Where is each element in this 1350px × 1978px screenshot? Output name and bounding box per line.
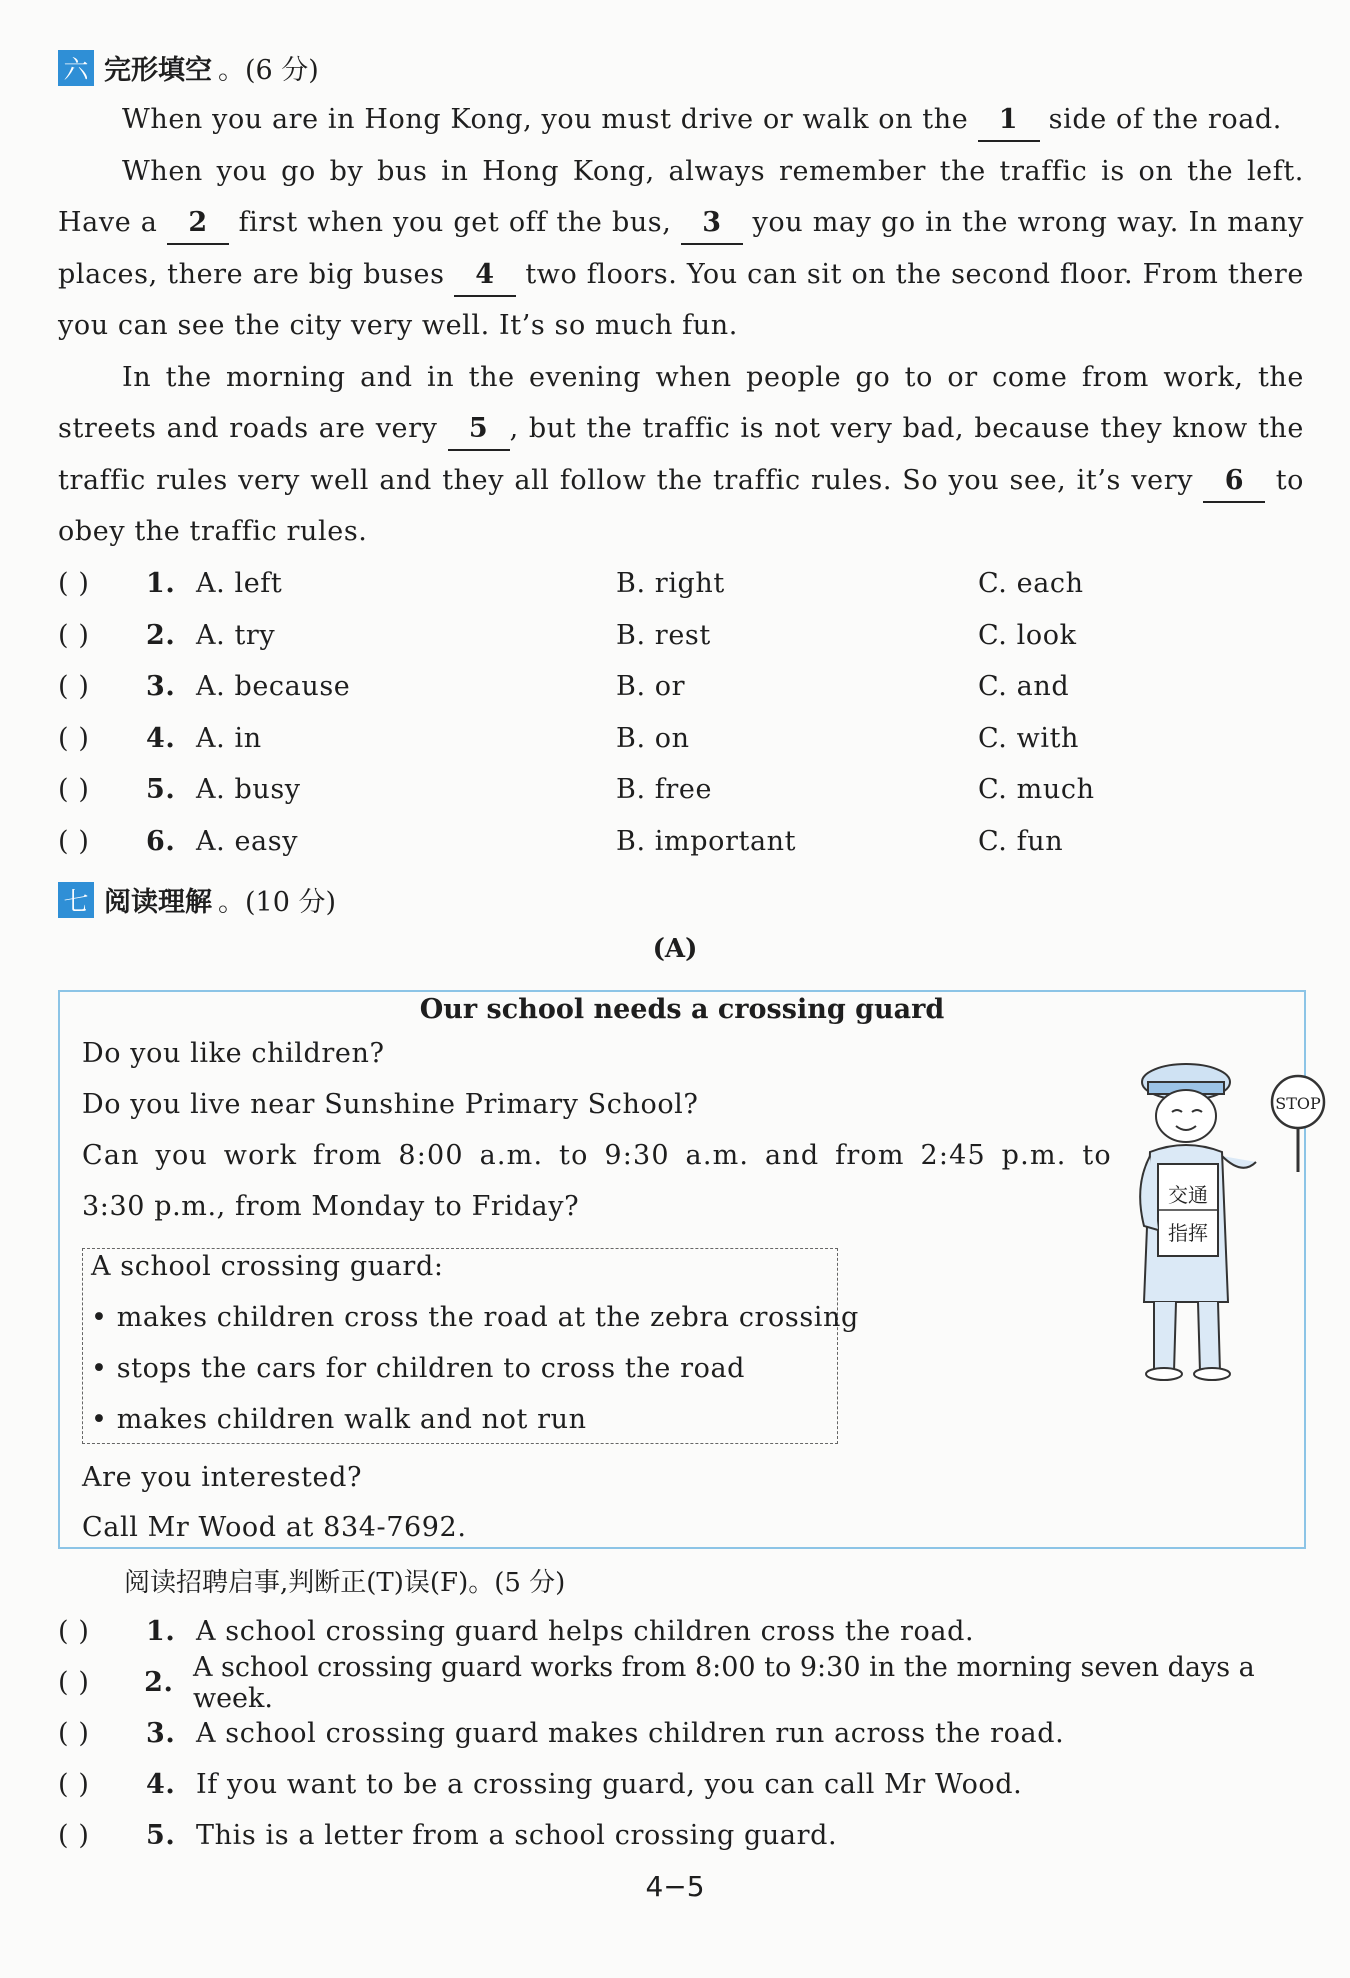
duty-item: • makes children cross the road at the zebra crossing bbox=[91, 1302, 859, 1333]
section-6-header bbox=[58, 48, 319, 87]
advert-title: Our school needs a crossing guard bbox=[419, 994, 945, 1025]
blank-5[interactable]: 5 bbox=[448, 409, 510, 451]
advert-contact: Call Mr Wood at 834-7692. bbox=[82, 1512, 467, 1543]
duty-item: • makes children walk and not run bbox=[91, 1404, 587, 1435]
blank-4[interactable]: 4 bbox=[454, 255, 516, 297]
blank-3[interactable]: 3 bbox=[681, 203, 743, 245]
cloze-paragraph-1: When you are in Hong Kong, you must drive or walk on the 1 side of the road. bbox=[58, 94, 1304, 146]
tf-instruction: 阅读招聘启事,判断正(T)误(F)。(5 分) bbox=[124, 1568, 566, 1598]
option-row: ( ) 4. A. in B. on C. with bbox=[58, 722, 1080, 754]
section-7-header bbox=[58, 880, 336, 919]
cloze-paragraph-2: When you go by bus in Hong Kong, always remember the traffic is on the left. Have a 2 first when you get off the bus, 3 you may go in the wrong way. In many places, there are big buses 4 two floors. You can sit on the second floor. From there you can see the city very well. It’s so much fun. bbox=[58, 155, 1304, 341]
answer-slot[interactable]: ( ) bbox=[58, 671, 90, 703]
answer-slot[interactable]: ( ) bbox=[58, 1718, 90, 1749]
stop-sign-text: STOP bbox=[1275, 1094, 1321, 1113]
duties-box bbox=[82, 1248, 859, 1444]
section-points: 。(10 分) bbox=[218, 887, 337, 918]
tf-row: ( ) 4. If you want to be a crossing guard, you can call Mr Wood. bbox=[58, 1769, 1023, 1800]
section-number-badge: 七 bbox=[58, 882, 94, 918]
advert-line: Are you interested? bbox=[82, 1462, 363, 1493]
cloze-paragraph-3: In the morning and in the evening when people go to or come from work, the streets and roads are very 5 , but the traffic is not very bad, because they know the traffic rules very well and they all follow the traffic rules. So you see, it’s very 6 to obey the traffic rules. bbox=[58, 361, 1304, 547]
blank-2[interactable]: 2 bbox=[167, 203, 229, 245]
tf-row: ( ) 5. This is a letter from a school crossing guard. bbox=[58, 1820, 838, 1851]
cloze-passage bbox=[58, 94, 1304, 558]
option-row: ( ) 6. A. easy B. important C. fun bbox=[58, 825, 1064, 857]
answer-slot[interactable]: ( ) bbox=[58, 1667, 90, 1698]
vest-text-2: 指挥 bbox=[1168, 1221, 1208, 1245]
advert-line: 3:30 p.m., from Monday to Friday? bbox=[82, 1191, 580, 1222]
answer-slot[interactable]: ( ) bbox=[58, 1616, 90, 1647]
crossing-guard-illustration bbox=[1108, 1052, 1348, 1382]
answer-slot[interactable]: ( ) bbox=[58, 1820, 90, 1851]
vest-text-1: 交通 bbox=[1168, 1183, 1208, 1207]
page-number: 4−5 bbox=[645, 1870, 705, 1903]
advert-line: Do you like children? bbox=[82, 1038, 385, 1069]
advert-line: Can you work from 8:00 a.m. to 9:30 a.m. and from 2:45 p.m. to bbox=[82, 1140, 1112, 1171]
section-title: 阅读理解 bbox=[104, 887, 212, 918]
section-title: 完形填空 bbox=[104, 55, 212, 86]
section-number-badge: 六 bbox=[58, 50, 94, 86]
tf-row: ( ) 3. A school crossing guard makes children run across the road. bbox=[58, 1718, 1065, 1749]
answer-slot[interactable]: ( ) bbox=[58, 1769, 90, 1800]
section-points: 。(6 分) bbox=[218, 55, 319, 86]
answer-slot[interactable]: ( ) bbox=[58, 774, 90, 806]
advert-line: Do you live near Sunshine Primary School? bbox=[82, 1089, 699, 1120]
blank-1[interactable]: 1 bbox=[978, 100, 1040, 142]
option-row: ( ) 3. A. because B. or C. and bbox=[58, 671, 1070, 703]
duty-item: • stops the cars for children to cross the road bbox=[91, 1353, 746, 1384]
option-row: ( ) 2. A. try B. rest C. look bbox=[58, 619, 1077, 651]
option-row: ( ) 1. A. left B. right C. each bbox=[58, 568, 1084, 600]
answer-slot[interactable]: ( ) bbox=[58, 825, 90, 857]
tf-questions bbox=[58, 1606, 1318, 1861]
job-advert-box bbox=[58, 990, 1321, 1549]
answer-slot[interactable]: ( ) bbox=[58, 619, 90, 651]
duties-heading: A school crossing guard: bbox=[91, 1251, 444, 1282]
answer-slot[interactable]: ( ) bbox=[58, 722, 90, 754]
cloze-options bbox=[58, 558, 1304, 867]
tf-row: ( ) 1. A school crossing guard helps children cross the road. bbox=[58, 1616, 975, 1647]
blank-6[interactable]: 6 bbox=[1203, 461, 1265, 503]
part-label: (A) bbox=[652, 934, 698, 964]
answer-slot[interactable]: ( ) bbox=[58, 568, 90, 600]
option-row: ( ) 5. A. busy B. free C. much bbox=[58, 774, 1095, 806]
tf-row: ( ) 2. A school crossing guard works from 8:00 to 9:30 in the morning seven days a week. bbox=[58, 1651, 1255, 1714]
